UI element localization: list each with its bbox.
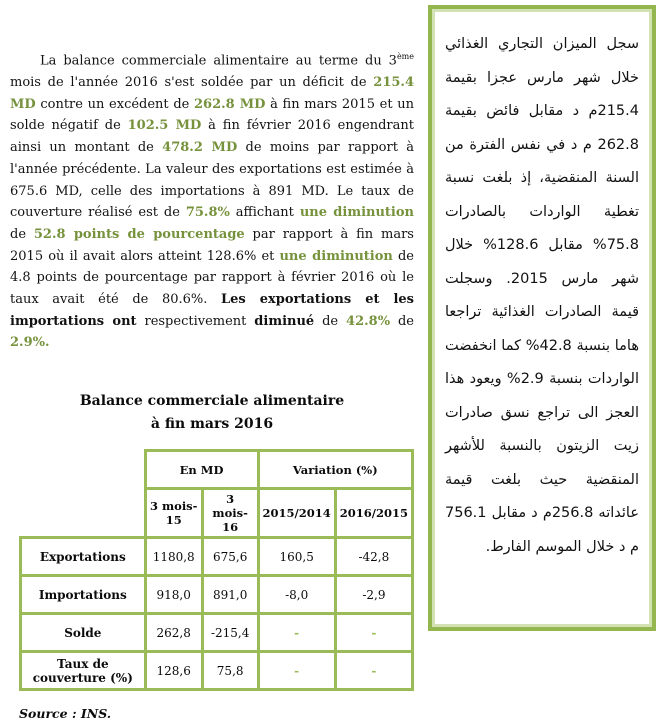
data-cell: 262,8 — [145, 614, 202, 652]
paragraph-segment-green: 262.8 MD — [194, 96, 266, 112]
paragraph-segment: contre un excédent de — [35, 96, 195, 112]
paragraph-segment-sup: ème — [396, 52, 414, 61]
data-cell: - — [335, 614, 412, 652]
paragraph-segment-green: 75.8% — [185, 205, 230, 221]
data-cell: - — [258, 652, 335, 690]
paragraph-segment: de — [390, 313, 414, 329]
data-cell: - — [335, 652, 412, 690]
paragraph-segment: par rapport à fin mars 2015 où il avait alors atteint 128.6% et — [10, 226, 414, 264]
paragraph-segment: à fin février 2016 engendrant ainsi un montant de — [10, 118, 414, 156]
corner-cell — [21, 451, 146, 489]
table-body — [21, 538, 413, 690]
table-head — [21, 451, 413, 538]
row-label: Exportations — [21, 538, 146, 576]
data-cell: 128,6 — [145, 652, 202, 690]
paragraph-segment: à fin mars 2015 et un solde négatif de — [10, 96, 414, 134]
paragraph-segment-bold: Les exportations et les importations ont — [10, 292, 415, 329]
french-paragraph — [10, 46, 414, 354]
paragraph-segment: de — [314, 313, 347, 329]
table-row — [21, 652, 413, 690]
paragraph-segment: La balance commerciale alimentaire au terme du 3 — [40, 53, 397, 69]
table-title — [10, 390, 414, 436]
column-header-2015-2014: 2015/2014 — [258, 489, 335, 538]
paragraph-segment-green: une diminution — [299, 205, 414, 221]
data-cell: -8,0 — [258, 576, 335, 614]
paragraph-segment: affichant — [229, 205, 300, 221]
paragraph-segment: de 4.8 points de pourcentage par rapport à février 2016 où le taux avait été de 80.6%. — [10, 248, 414, 308]
table-row — [21, 614, 413, 652]
table-row — [21, 576, 413, 614]
data-cell: 675,6 — [202, 538, 258, 576]
paragraph-segment-green: 478.2 MD — [162, 140, 238, 156]
data-cell: - — [258, 614, 335, 652]
group-header-en-md: En MD — [145, 451, 258, 489]
left-column — [10, 46, 414, 721]
paragraph-segment-green: 102.5 MD — [127, 118, 202, 134]
paragraph-segment: respectivement — [136, 313, 255, 329]
data-cell: 891,0 — [202, 576, 258, 614]
data-cell: -2,9 — [335, 576, 412, 614]
table-title-line2: à fin mars 2016 — [150, 416, 274, 433]
column-header-2016-2015: 2016/2015 — [335, 489, 412, 538]
table-row — [21, 538, 413, 576]
arabic-summary-text: سجل الميزان التجاري الغذائي خلال شهر مارس عجزا بقيمة 215.4م د مقابل فائض بقيمة 262.8 م د في نفس الفترة من السنة المنقضية، إذ بلغت نسبة تغطية الواردات بالصادرات 75.8% مقابل 128.6% خلال شهر مارس 2015. وسجلت قيمة الصادرات الغذائية تراجعا هاما بنسبة 42.8% كما انخفضت الواردات بنسبة 2.9% ويعود هذا العجز الى تراجع نسق صادرات زيت الزيتون بالنسبة للأشهر المنقضية حيث بلغت قيمة عائداته 256.8م د مقابل 756.1 م د خلال الموسم الفارط. — [445, 36, 639, 555]
paragraph-segment-green: 52.8 points de pourcentage — [33, 226, 245, 242]
corner-cell — [21, 489, 146, 538]
column-header-3mois16: 3 mois-16 — [202, 489, 258, 538]
data-cell: 918,0 — [145, 576, 202, 614]
arabic-summary-box-inner — [432, 9, 652, 627]
paragraph-segment-green: 42.8% — [346, 313, 391, 329]
column-header-row — [21, 489, 413, 538]
data-cell: 160,5 — [258, 538, 335, 576]
paragraph-segment: de moins par rapport à l'année précédente. La valeur des exportations est estimée à 675.6 MD, celle des importations à 891 MD. Le taux de couverture réalisé est de — [10, 140, 414, 221]
row-label: Solde — [21, 614, 146, 652]
trade-balance-table — [19, 449, 414, 691]
arabic-summary-box — [428, 5, 656, 631]
group-header-variation: Variation (%) — [258, 451, 412, 489]
row-label: Importations — [21, 576, 146, 614]
paragraph-segment-green: 2.9%. — [10, 335, 50, 351]
table-title-line1: Balance commerciale alimentaire — [79, 393, 345, 410]
source-note: Source : INS. — [19, 706, 112, 721]
data-cell: -215,4 — [202, 614, 258, 652]
data-cell: -42,8 — [335, 538, 412, 576]
paragraph-segment: mois de l'année 2016 s'est soldée par un déficit de — [10, 75, 374, 91]
row-label: Taux de couverture (%) — [21, 652, 146, 690]
column-header-3mois15: 3 mois-15 — [145, 489, 202, 538]
group-header-row — [21, 451, 413, 489]
data-cell: 1180,8 — [145, 538, 202, 576]
paragraph-segment-bold: diminué — [254, 313, 315, 329]
paragraph-segment-green: 215.4 MD — [10, 75, 414, 112]
data-cell: 75,8 — [202, 652, 258, 690]
paragraph-segment: de — [10, 226, 34, 242]
paragraph-segment-green: une diminution — [279, 248, 393, 264]
